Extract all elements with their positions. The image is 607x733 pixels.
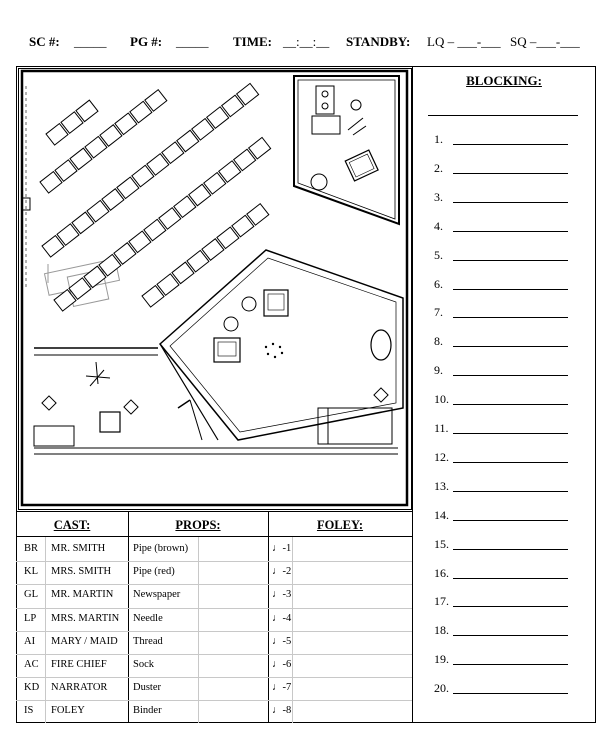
table-row-divider	[16, 561, 412, 562]
cast-name: MRS. SMITH	[51, 566, 112, 578]
blocking-entry[interactable]	[434, 450, 574, 466]
table-row-divider	[16, 608, 412, 609]
foley-cue: ♩-7	[272, 682, 292, 694]
blocking-entry[interactable]	[434, 594, 574, 610]
blocking-entry-line[interactable]	[453, 202, 568, 203]
foley-title: FOLEY:	[316, 518, 364, 532]
blocking-entry-number: 2.	[434, 160, 443, 175]
blocking-entry-number: 4.	[434, 218, 443, 233]
blocking-entry[interactable]	[434, 219, 574, 235]
blocking-entry-line[interactable]	[453, 173, 568, 174]
blocking-entry[interactable]	[434, 334, 574, 350]
page-number-blank: _____	[176, 34, 209, 49]
blocking-entry-line[interactable]	[453, 260, 568, 261]
blocking-entry[interactable]	[434, 132, 574, 148]
blocking-entry-line[interactable]	[453, 693, 568, 694]
blocking-entry-number: 1.	[434, 132, 443, 146]
lighting-cue-field: LQ – ___-___	[427, 34, 501, 49]
cast-code: AI	[24, 635, 36, 647]
blocking-entry-number: 12.	[434, 449, 449, 464]
foley-cue: ♩-1	[272, 543, 292, 554]
prop-item: Sock	[133, 659, 154, 670]
scene-number-label: SC #:	[29, 34, 60, 49]
blocking-entry[interactable]	[434, 681, 574, 697]
blocking-entry[interactable]	[434, 479, 574, 495]
blocking-entry[interactable]	[434, 363, 574, 379]
blocking-entry-number: 3.	[434, 189, 443, 204]
table-row-divider	[16, 584, 412, 585]
blocking-entry-line[interactable]	[453, 635, 568, 636]
cast-name: FIRE CHIEF	[51, 659, 107, 670]
blocking-entry-line[interactable]	[453, 462, 568, 463]
blocking-entry-line[interactable]	[453, 404, 568, 405]
props-foley-divider	[268, 511, 269, 723]
cast-code: LP	[24, 612, 37, 624]
table-row-divider	[16, 677, 412, 678]
blocking-entry-number: 18.	[434, 623, 449, 638]
blocking-entry[interactable]	[434, 537, 574, 553]
blocking-divider	[412, 66, 413, 723]
blocking-entry-line[interactable]	[453, 578, 568, 579]
table-row-divider	[16, 700, 412, 701]
sound-cue-field: SQ –___-___	[510, 34, 580, 49]
cast-code: IS	[24, 705, 34, 717]
standby-label: STANDBY:	[346, 34, 411, 49]
cast-code: KD	[24, 682, 40, 694]
cast-name: FOLEY	[51, 705, 85, 717]
blocking-entry-line[interactable]	[453, 606, 568, 607]
cast-name: MRS. MARTIN	[51, 612, 120, 624]
prop-item: Duster	[133, 682, 161, 694]
blocking-title-rule	[428, 115, 578, 116]
blocking-entry-number: 17.	[434, 594, 449, 609]
foley-cue: ♩-6	[272, 659, 292, 670]
blocking-entry-line[interactable]	[453, 375, 568, 376]
blocking-entry-number: 14.	[434, 507, 449, 522]
stage-floor-plan	[18, 68, 412, 510]
blocking-entry[interactable]	[434, 248, 574, 264]
cast-name: MARY / MAID	[51, 635, 118, 647]
blocking-entry-line[interactable]	[453, 231, 568, 232]
prop-item: Pipe (red)	[133, 566, 175, 578]
blocking-entry[interactable]	[434, 392, 574, 408]
blocking-entry-number: 10.	[434, 392, 449, 407]
blocking-entry-line[interactable]	[453, 289, 568, 290]
blocking-entry-line[interactable]	[453, 144, 568, 145]
blocking-entry-number: 15.	[434, 536, 449, 551]
blocking-entry-number: 7.	[434, 305, 443, 320]
prop-item: Binder	[133, 705, 162, 717]
blocking-entry-line[interactable]	[453, 520, 568, 521]
blocking-entry-number: 5.	[434, 247, 443, 262]
cast-title: CAST:	[53, 518, 91, 532]
blocking-entry[interactable]	[434, 277, 574, 293]
blocking-entry-number: 19.	[434, 652, 449, 667]
header-bar	[0, 34, 607, 52]
props-title: PROPS:	[175, 518, 221, 532]
cast-code: AC	[24, 659, 39, 670]
cast-code: KL	[24, 566, 38, 578]
blocking-entry-number: 6.	[434, 276, 443, 291]
blocking-entry[interactable]	[434, 421, 574, 437]
blocking-entry[interactable]	[434, 190, 574, 206]
blocking-entry-number: 8.	[434, 334, 443, 349]
foley-cue: ♩-2	[272, 566, 292, 578]
blocking-entry[interactable]	[434, 508, 574, 524]
foley-cue: ♩-5	[272, 635, 292, 647]
time-label: TIME:	[233, 34, 272, 49]
cast-code: GL	[24, 589, 38, 601]
blocking-entry[interactable]	[434, 623, 574, 639]
blocking-entry[interactable]	[434, 161, 574, 177]
table-header-divider	[16, 536, 412, 537]
blocking-entry-line[interactable]	[453, 346, 568, 347]
table-row-divider	[16, 654, 412, 655]
blocking-entry[interactable]	[434, 566, 574, 582]
blocking-entry-number: 9.	[434, 363, 443, 378]
blocking-entry[interactable]	[434, 305, 574, 321]
table-row-divider	[16, 631, 412, 632]
blocking-entry-line[interactable]	[453, 491, 568, 492]
blocking-title: BLOCKING:	[466, 73, 542, 88]
scene-number-blank: _____	[74, 34, 107, 49]
cast-name: MR. SMITH	[51, 543, 106, 554]
blocking-entry-number: 16.	[434, 565, 449, 580]
prop-item: Pipe (brown)	[133, 543, 189, 554]
plan-bottom-divider	[16, 511, 412, 512]
foley-cue: ♩-3	[272, 589, 292, 601]
cast-props-divider	[128, 511, 129, 723]
blocking-entry-line[interactable]	[453, 549, 568, 550]
foley-cue: ♩-4	[272, 612, 292, 624]
page-number-label: PG #:	[130, 34, 163, 49]
cast-name: MR. MARTIN	[51, 589, 114, 601]
blocking-entry-number: 13.	[434, 478, 449, 493]
prop-item: Thread	[133, 635, 163, 647]
blocking-entry-number: 11.	[434, 421, 449, 435]
blocking-entry-line[interactable]	[453, 317, 568, 318]
prop-item: Needle	[133, 612, 163, 624]
blocking-entry-line[interactable]	[453, 664, 568, 665]
prop-item: Newspaper	[133, 589, 181, 601]
blocking-entry-number: 20.	[434, 681, 449, 696]
blocking-entry[interactable]	[434, 652, 574, 668]
time-blank: __:__:__	[283, 34, 330, 49]
blocking-entry-line[interactable]	[453, 433, 568, 434]
foley-cue: ♩-8	[272, 705, 292, 717]
cast-code: BR	[24, 543, 39, 554]
cast-name: NARRATOR	[51, 682, 108, 694]
